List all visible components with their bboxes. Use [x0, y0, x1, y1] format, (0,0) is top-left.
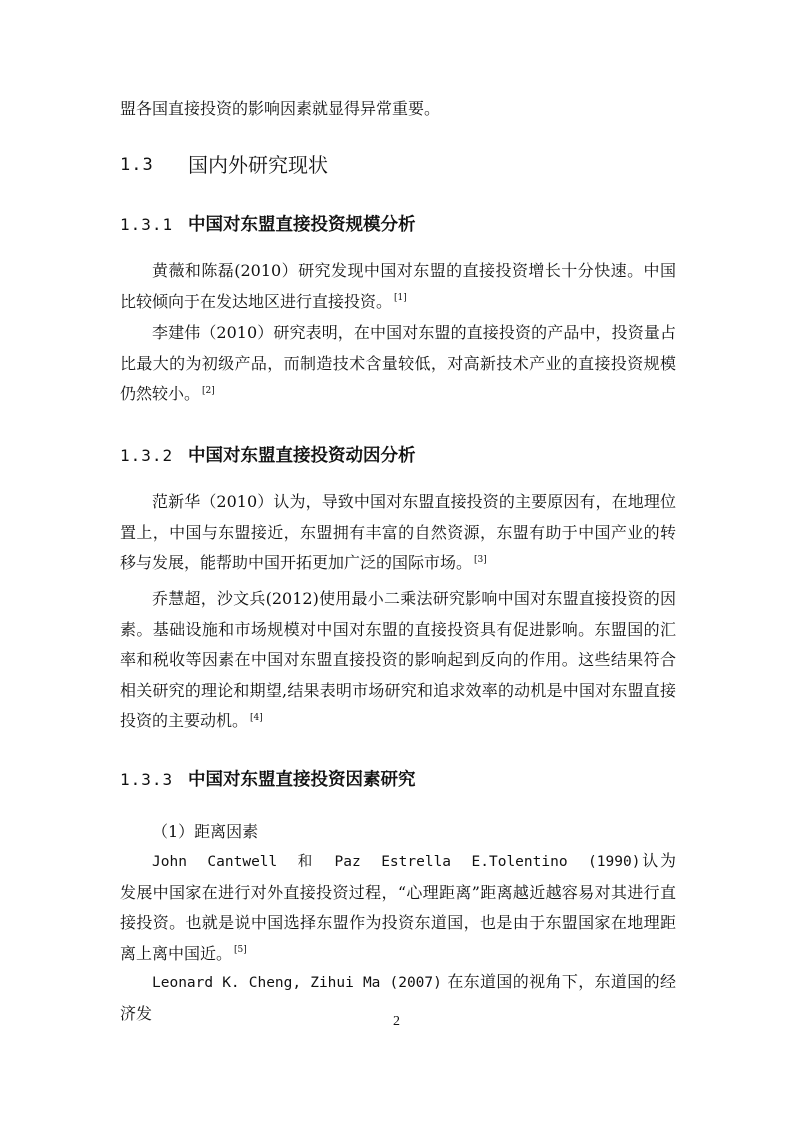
paragraph-huang-chen: 黄薇和陈磊(2010）研究发现中国对东盟的直接投资增长十分快速。中国比较倾向于在发达地区进行直接投资。 [1]	[120, 261, 676, 311]
citation-ref: [2]	[202, 385, 215, 396]
paragraph-cantwell: John Cantwell 和 Paz Estrella E.Tolentino (1990)认为发展中国家在进行对外直接投资过程，“心理距离”距离越近越容易对其进行直接投资。也就是说中国选择东盟作为投资东道国，也是由于东盟国家在地理距离上离中国近。 [5]	[120, 851, 676, 963]
page-number: 2	[393, 1014, 400, 1029]
author-citation: Leonard K. Cheng, Zihui Ma (2007)	[152, 975, 442, 991]
subsection-number: 1.3.1	[120, 215, 174, 234]
citation-ref: [4]	[250, 712, 263, 723]
subsection-heading-1-3-2	[120, 444, 416, 468]
subsection-title: 中国对东盟直接投资因素研究	[188, 770, 416, 790]
paragraph-cheng-ma: Leonard K. Cheng, Zihui Ma (2007) 在东道国的视角下，东道国的经济发	[120, 972, 676, 1023]
citation-ref: [5]	[234, 945, 247, 956]
citation-ref: [3]	[474, 554, 487, 565]
subsection-title: 中国对东盟直接投资动因分析	[188, 446, 416, 466]
subsection-heading-1-3-3	[120, 768, 416, 792]
author-citation: John Cantwell 和 Paz Estrella E.Tolentino (1990)	[152, 854, 641, 870]
subsection-number: 1.3.2	[120, 446, 174, 465]
list-item-distance-factor: （1）距离因素	[152, 822, 259, 841]
subsection-title: 中国对东盟直接投资规模分析	[188, 215, 416, 235]
subsection-heading-1-3-1	[120, 213, 416, 237]
section-heading-1-3	[120, 152, 328, 178]
section-number: 1.3	[120, 155, 154, 175]
subsection-number: 1.3.3	[120, 770, 174, 789]
paragraph-li-jianwei: 李建伟（2010）研究表明，在中国对东盟的直接投资的产品中，投资量占比最大的为初级产品，而制造技术含量较低，对高新技术产业的直接投资规模仍然较小。 [2]	[120, 323, 676, 403]
section-title: 国内外研究现状	[188, 153, 328, 177]
paragraph-fan-xinhua: 范新华（2010）认为，导致中国对东盟直接投资的主要原因有，在地理位置上，中国与东盟接近，东盟拥有丰富的自然资源，东盟有助于中国产业的转移与发展，能帮助中国开拓更加广泛的国际市场。 [3]	[120, 492, 676, 572]
citation-ref: [1]	[394, 293, 407, 304]
paragraph-continuation: 盟各国直接投资的影响因素就显得异常重要。	[120, 99, 441, 118]
paragraph-qiao-sha: 乔慧超，沙文兵(2012)使用最小二乘法研究影响中国对东盟直接投资的因素。基础设施和市场规模对中国对东盟的直接投资具有促进影响。东盟国的汇率和税收等因素在中国对东盟直接投资的影响起到反向的作用。这些结果符合相关研究的理论和期望,结果表明市场研究和追求效率的动机是中国对东盟直接投资的主要动机。 [4]	[120, 589, 676, 730]
